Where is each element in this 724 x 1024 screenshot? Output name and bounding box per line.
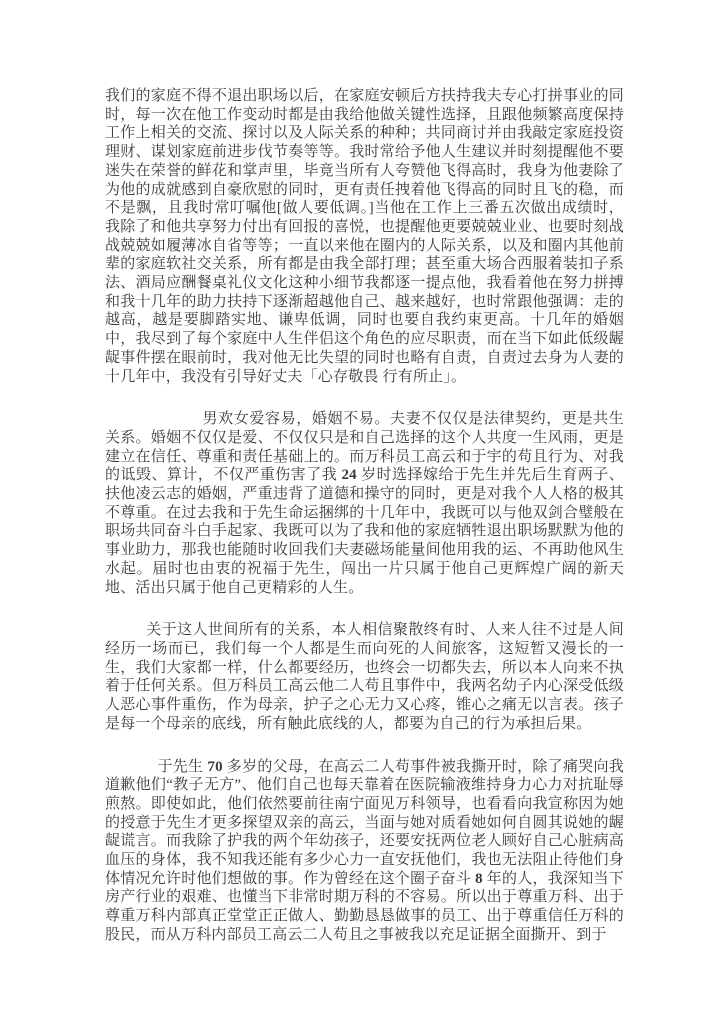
text-segment: 我们的家庭不得不退出职场以后，在家庭安顿后方扶持我夫专心打拼事业的同时，每一次在他工作变动时都是由我给他做关键性选择，且跟他频繁高度保持工作上相关的交流、探讨以及人际关系的种种；共同商讨并由我敲定家庭投资理财、谋划家庭前进步伐节奏等等。我时常给予他人生建议并时刻提醒他不要迷失在荣誉的鲜花和掌声里，毕竟当所有人夸赞他飞得高时，我身为他妻除了为他的成就感到自豪欣慰的同时，更有责任拽着他飞得高的同时且飞的稳，而不是飘，且我时常叮嘱他[做人要低调。]当他在工作上三番五次做出成绩时，我除了和他共享努力付出有回报的喜悦，也提醒他更要兢兢业业、也要时刻战战兢兢如履薄冰自省等等；一直以来他在圈内的人际关系，以及和圈内其他前辈的家庭软社交关系，所有都是由我全部打理；甚至重大场合西服着装扣子系法、酒局应酬餐桌礼仪文化这种小细节我都逐一提点他，我看着他在努力拼搏和我十几年的助力扶持下逐渐超越他自己、越来越好，也时常跟他强调：走的越高，越是要脚踏实地、谦卑低调，同时也要自我约束更高。十几年的婚姻中，我尽到了每个家庭中人生伴侣这个角色的应尽职责，而在当下如此低级龌龊事件摆在眼前时，我对他无比失望的同时也略有自责，自责过去身为人妻的十几年中，我没有引导好丈夫「心存敬畏 行有所止」。 [105,88,624,385]
bold-number: 24 [341,467,357,484]
paragraph [105,87,624,386]
text-segment: 多岁的父母，在高云二人苟事件被我撕开时，除了痛哭向我道歉他们“教子无方”、他们自己也每天靠着在医院输液维持身力心力对抗耻辱煎熬。即使如此，他们依然要前往南宁面见万科领导，也看看向我宣称因为她的授意于先生才更多探望双亲的高云，当面与她对质看她如何自圆其说她的龌龊谎言。而我除了护我的两个年幼孩子，还要安抚两位老人顾好自己心脏病高血压的身体，我不知我还能有多少心力一直安抚他们，我也无法阻止待他们身体情况允许时他们想做的事。作为曾经在这个圈子奋斗 [105,758,624,887]
bold-number: 8 [475,870,483,887]
paragraph [105,758,624,945]
text-segment: 年的人，我深知当下房产行业的艰难、也懂当下非常时期万科的不容易。所以出于尊重万科、出于尊重万科内部真正堂堂正正做人、勤勤恳恳做事的员工、出于尊重信任万科的股民，而从万科内部员工高云二人苟且之事被我以充足证据全面撕开、到于 [105,870,624,943]
text-segment: 于先生 [157,758,208,775]
text-segment: 关于这人世间所有的关系，本人相信聚散终有时、人来人往不过是人间经历一场而已，我们每一个人都是生而向死的人间旅客，这短暂又漫长的一生，我们大家都一样，什么都要经历，也终会一切都失去，所以本人向来不执着于任何关系。但万科员工高云他二人苟且事件中，我两名幼子内心深受低级人恶心事件重伤，作为母亲，护子之心无力又心疼，锥心之痛无以言表。孩子是每一个母亲的底线，所有触此底线的人，都要为自己的行为承担后果。 [105,622,624,732]
paragraph [105,410,624,597]
bold-number: 70 [207,758,223,775]
document-body [105,87,624,945]
text-segment: 男欢女爱容易，婚姻不易。夫妻不仅仅是法律契约，更是共生关系。婚姻不仅仅是爱、不仅仅只是和自己选择的这个人共度一生风雨，更是建立在信任、尊重和责任基础上的。而万科员工高云和于宇的苟且行为、对我的诋毁、算计，不仅严重伤害了我 [105,411,624,484]
paragraph [105,621,624,733]
text-segment: 岁时选择嫁给于先生并先后生育两子、扶他凌云志的婚姻，严重违背了道德和操守的同时，更是对我个人人格的极其不尊重。在过去我和于先生命运捆绑的十几年中，我既可以与他双剑合璧般在职场共同奋斗白手起家、我既可以为了我和他的家庭牺牲退出职场默默为他的事业助力，那我也能随时收回我们夫妻磁场能量间他用我的运、不再助他风生水起。届时也由衷的祝福于先生，闯出一片只属于他自己更辉煌广阔的新天地、活出只属于他自己更精彩的人生。 [105,467,624,596]
